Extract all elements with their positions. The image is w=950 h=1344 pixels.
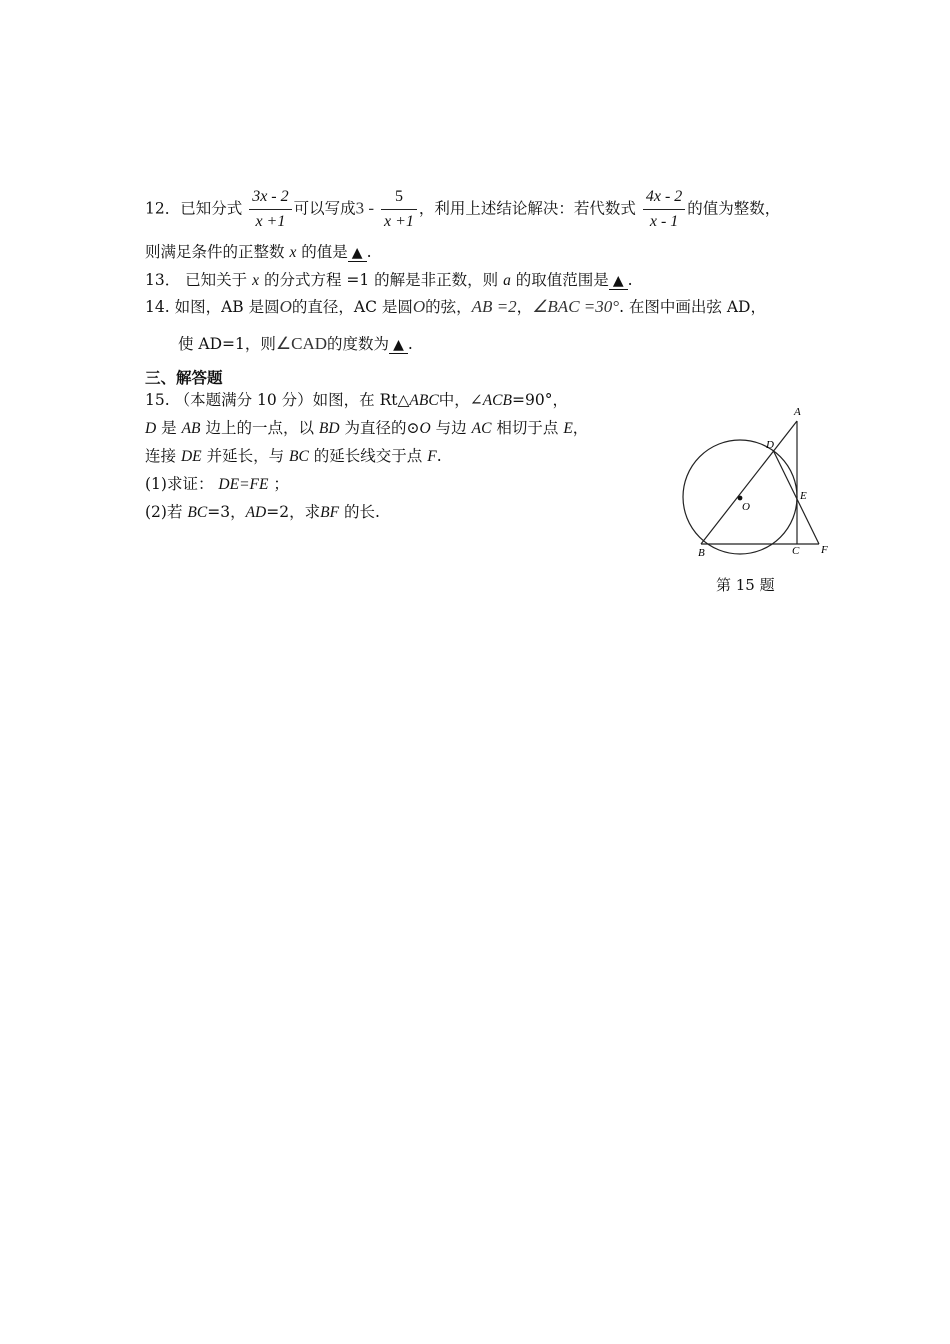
q15-part-1 — [145, 474, 289, 495]
q15-line-3-text-b: 并延长，与 — [206, 447, 285, 465]
q12-text-2: 可以写成 — [293, 199, 356, 218]
q15-circle-o: O — [419, 420, 431, 437]
q14-text-a: 如图，AB 是圆 — [174, 298, 280, 316]
label-c: C — [792, 545, 800, 557]
q12-text-4: 的值为整数， — [687, 199, 781, 218]
center-point-o — [738, 496, 743, 501]
q13-variable-a: a — [503, 272, 511, 289]
q12-fraction-3-denominator: x - 1 — [649, 213, 679, 230]
q12-end-mark: . — [366, 243, 372, 261]
q15-line-1-text-b: 中，∠ — [438, 391, 483, 409]
q12-variable-x: x — [289, 244, 297, 261]
q14-line-2-text-a: 使 AD=1，则 — [178, 335, 276, 353]
q12-line-2-text-b: 的值是 — [301, 243, 348, 261]
q13-text-a: 已知关于 — [185, 271, 248, 289]
q12-fraction-2-numerator: 5 — [381, 188, 417, 210]
q15-line-2-text-b: 边上的一点，以 — [205, 419, 314, 437]
q12-text-3: ，利用上述结论解决：若代数式 — [418, 199, 636, 218]
q12-fraction-1-denominator: x +1 — [255, 213, 286, 230]
q12-fraction-2 — [381, 188, 417, 231]
q15-line-2-text-e: 相切于点 — [496, 419, 559, 437]
q15-point-d: D — [145, 420, 157, 437]
q15-line-1 — [145, 390, 568, 411]
q12-fraction-2-denominator: x +1 — [384, 213, 414, 230]
q12-line-1 — [145, 188, 780, 231]
q13-text-c: 的取值范围是 — [515, 271, 609, 289]
section-heading: 三、解答题 — [145, 368, 223, 387]
q12-fraction-3-numerator: 4x - 2 — [643, 188, 685, 210]
label-a: A — [794, 406, 801, 418]
q15-line-2-text-a: 是 — [161, 419, 177, 437]
q15-part-1-equation: DE=FE — [218, 476, 269, 493]
q13-variable-x: x — [252, 272, 260, 289]
q14-line-1 — [145, 297, 766, 317]
q13-end-mark: . — [627, 271, 633, 289]
q14-angle-bac: ∠BAC =30° — [532, 297, 620, 316]
q14-separator: ， — [516, 298, 533, 316]
q15-line-3-text-c: 的延长线交于点 — [313, 447, 423, 465]
q15-line-2-text-f: ， — [572, 419, 589, 437]
q12-line-2 — [145, 242, 372, 263]
q14-angle-cad: ∠CAD — [275, 334, 328, 353]
segment-ab — [701, 421, 797, 544]
q12-number: 12． — [145, 199, 181, 218]
q15-line-1-text-c: =90°， — [511, 391, 568, 409]
q15-geometry-figure — [660, 395, 850, 570]
label-d: D — [766, 439, 774, 451]
q14-text-c: 的弦， — [425, 298, 472, 316]
q15-line-3-text-a: 连接 — [145, 447, 177, 465]
q13-line — [145, 270, 633, 291]
q15-segment-bd: BD — [318, 420, 340, 437]
q14-number: 14. — [145, 298, 170, 316]
q14-line-2 — [178, 334, 413, 354]
q15-segment-bc: BC — [289, 448, 309, 465]
label-f: F — [821, 544, 828, 556]
q15-part-2-text-c: =2，求 — [266, 503, 321, 521]
q14-circle-o-2: O — [412, 297, 426, 316]
q14-text-b: 的直径，AC 是圆 — [291, 298, 413, 316]
q15-segment-ab: AB — [181, 420, 201, 437]
q15-part-2-text-d: 的长. — [343, 503, 380, 521]
q13-text-b: 的分式方程 =1 的解是非正数，则 — [263, 271, 499, 289]
q12-fraction-1 — [249, 188, 291, 231]
q15-part-2-bc: BC — [187, 504, 208, 521]
q15-number: 15. — [145, 391, 170, 409]
q15-segment-de: DE — [180, 448, 202, 465]
q12-fraction-1-numerator: 3x - 2 — [249, 188, 291, 210]
q15-triangle-abc: ABC — [409, 392, 439, 409]
q13-number: 13． — [145, 271, 181, 289]
q14-circle-o-1: O — [279, 297, 292, 316]
q15-part-2 — [145, 502, 380, 523]
q15-part-1-text: (1)求证： — [145, 475, 214, 493]
q15-part-1-end: ； — [273, 475, 289, 493]
q15-line-1-text-a: （本题满分 10 分）如图，在 Rt△ — [174, 391, 410, 409]
q15-part-2-text-b: =3， — [207, 503, 246, 521]
label-b: B — [698, 547, 705, 559]
q15-line-2 — [145, 418, 588, 439]
q15-segment-ac: AC — [471, 420, 492, 437]
q15-part-2-ad: AD — [245, 504, 267, 521]
q14-ab-equation: AB =2 — [471, 297, 517, 316]
label-o: O — [742, 501, 750, 513]
q12-line-2-text-a: 则满足条件的正整数 — [145, 243, 285, 261]
q15-line-3 — [145, 446, 442, 467]
label-e: E — [800, 490, 807, 502]
q15-point-e: E — [563, 420, 573, 437]
q15-line-2-text-c: 为直径的⊙ — [344, 419, 420, 437]
q14-text-d: . 在图中画出弦 AD， — [619, 298, 766, 316]
q14-line-2-text-b: 的度数为 — [327, 335, 390, 353]
q12-fraction-2-prefix: 3 - — [355, 198, 375, 218]
figure-caption: 第 15 题 — [716, 576, 775, 594]
q15-part-2-text-a: (2)若 — [145, 503, 183, 521]
q15-line-3-text-d: . — [436, 447, 442, 465]
q13-answer-blank: ▲ — [609, 273, 628, 290]
q12-answer-blank: ▲ — [348, 245, 367, 262]
q15-part-2-bf: BF — [320, 504, 340, 521]
q12-fraction-3 — [643, 188, 685, 231]
segment-df — [773, 450, 819, 544]
q15-angle-acb: ACB — [482, 392, 512, 409]
q14-end-mark: . — [407, 335, 413, 353]
q14-answer-blank: ▲ — [389, 337, 408, 354]
q15-point-f: F — [427, 448, 437, 465]
q12-text-1: 已知分式 — [180, 199, 243, 218]
q15-line-2-text-d: 与边 — [435, 419, 467, 437]
